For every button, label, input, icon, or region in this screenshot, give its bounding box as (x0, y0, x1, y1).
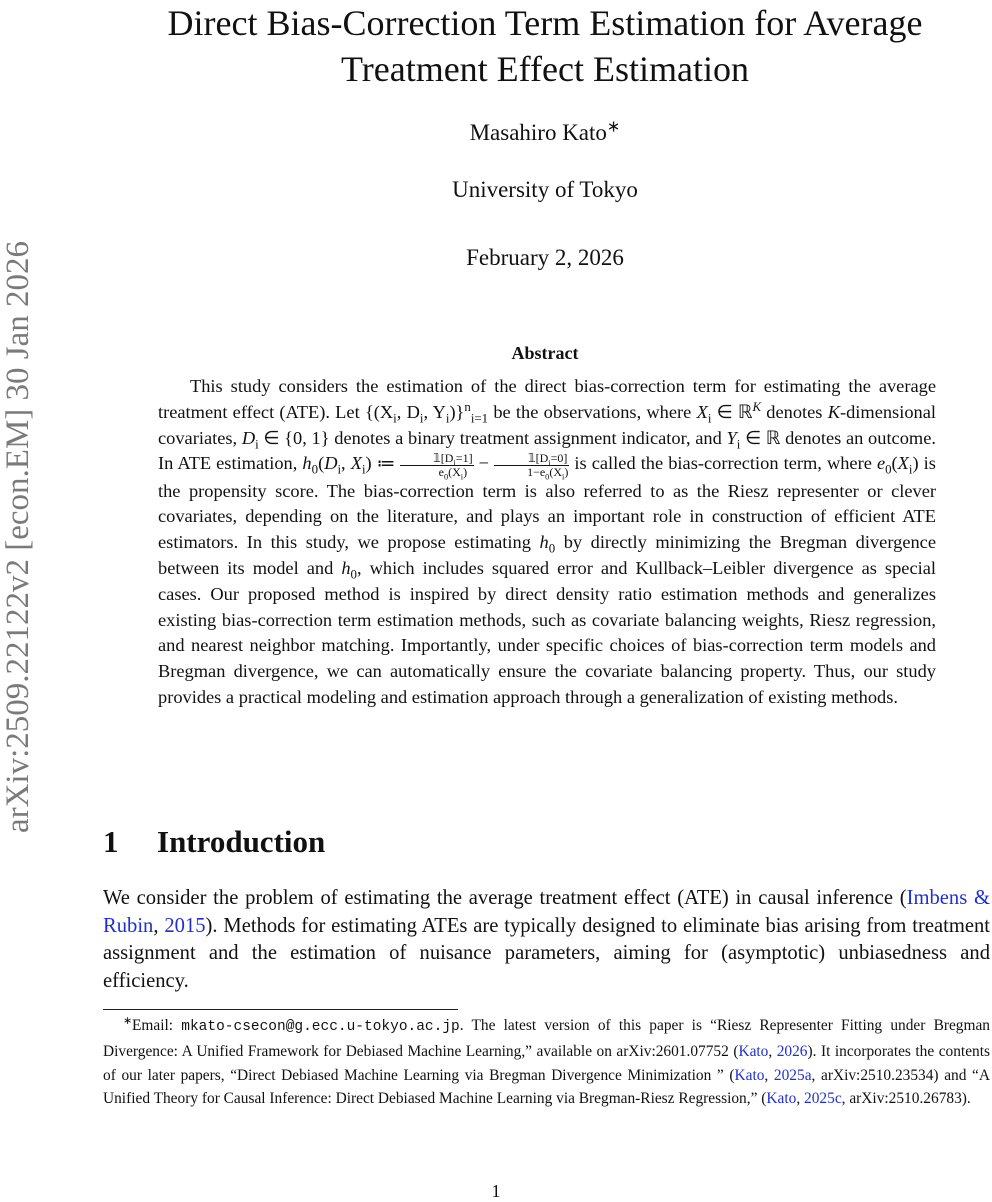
section-heading (103, 824, 325, 860)
affiliation: University of Tokyo (452, 177, 638, 202)
introduction-paragraph: We consider the problem of estimating the average treatment effect (ATE) in causal inference (Imbens & Rubin, 2015). Methods for estimating ATEs are typically designed to eliminate bias arising from treatment assignment and the estimation of nuisance parameters, aiming for (asymptotic) unbiasedness and efficiency. (103, 887, 991, 992)
citation-imbens-rubin-year[interactable]: 2015 (164, 914, 206, 937)
section-title: Introduction (157, 824, 326, 859)
section-number: 1 (103, 824, 119, 859)
fraction-control: $\frac{𝟙[D_i=0]}{1-e_0(X_i)}$ (494, 452, 569, 479)
footnote: ∗Email: mkato-csecon@g.ecc.u-tokyo.ac.jp. The latest version of this paper is “Riesz Representer Fitting under Bregman Divergence: A Unified Framework for Debiased Machine Learning,” available on arXiv:2601.07752 (Kato, 2026). It incorporates the contents of our later papers, “Direct Debiased Machine Learning via Bregman Divergence Minimization ” (Kato, 2025a, arXiv:2510.23534) and “A Unified Theory for Causal Inference: Direct Debiased Machine Learning via Bregman-Riesz Regression,” (Kato, 2025c, arXiv:2510.26783). (103, 1014, 990, 1108)
citation-imbens-rubin[interactable]: Imbens & Rubin (103, 887, 990, 937)
citation-kato-2025a[interactable]: Kato (734, 1066, 765, 1084)
author-name: Masahiro Kato (469, 120, 607, 145)
date: February 2, 2026 (466, 245, 624, 270)
citation-kato-2025c[interactable]: Kato (766, 1090, 797, 1108)
math-observations: {($X_i$, $D_i$, $Y_i)\}^n_{i=1}$ (364, 399, 489, 426)
email-address[interactable]: mkato-csecon@g.ecc.u-tokyo.ac.jp (181, 1019, 460, 1035)
page-number: 1 (491, 1181, 501, 1201)
fraction-treated: $\frac{𝟙[D_i=1]}{e_0(X_i)}$ (400, 452, 473, 479)
citation-kato-2025c-year[interactable]: 2025c (804, 1090, 842, 1108)
citation-kato-2025a-year[interactable]: 2025a (773, 1066, 812, 1084)
abstract-heading: Abstract (511, 343, 579, 363)
arxiv-stamp: arXiv:2509.22122v2 [econ.EM] 30 Jan 2026 (0, 240, 36, 834)
paper-title: Direct Bias-Correction Term Estimation for Average Treatment Effect Estimation (167, 3, 923, 89)
citation-kato-2026[interactable]: Kato (738, 1042, 769, 1060)
citation-kato-2026-year[interactable]: 2026 (776, 1042, 808, 1060)
abstract-body: This study considers the estimation of the direct bias-correction term for estimating the average treatment effect (ATE). Let {($X_i$, $D_i$, $Y_i)\}^n_{i=1}$ be the observations, where $X_i$ ∈ ℝ$^K$ denotes K-dimensional covariates, $D_i$ ∈ {0, 1} denotes a binary treatment assignment indicator, and $Y_i$ ∈ ℝ denotes an outcome. In ATE estimation, $h_0(D_i$, $X_i$) ≔ $\frac{𝟙[D_i=1]}{e_0(X_i)}$ − $\frac{𝟙[D_i=0]}{1-e_0(X_i)}$ is called the bias-correction term, where $e_0(X_i)$ is the propensity score. The bias-correction term is also referred to as the Riesz representer or clever covariates, depending on the literature, and plays an important role in construction of efficient ATE estimators. In this study, we propose estimating $h_0$ by directly minimizing the Bregman divergence between its model and $h_0$, which includes squared error and Kullback–Leibler divergence as special cases. Our proposed method is inspired by direct density ratio estimation methods and generalizes existing bias-correction term estimation methods, such as covariate balancing weights, Riesz regression, and nearest neighbor matching. Importantly, under specific choices of bias-correction term models and Bregman divergence, we can automatically ensure the covariate balancing property. Thus, our study provides a practical modeling and estimation approach through a generalization of existing methods. (158, 376, 936, 708)
footnote-rule (103, 1009, 458, 1010)
author (110, 120, 980, 146)
author-footnote-marker[interactable]: ∗ (606, 118, 621, 136)
